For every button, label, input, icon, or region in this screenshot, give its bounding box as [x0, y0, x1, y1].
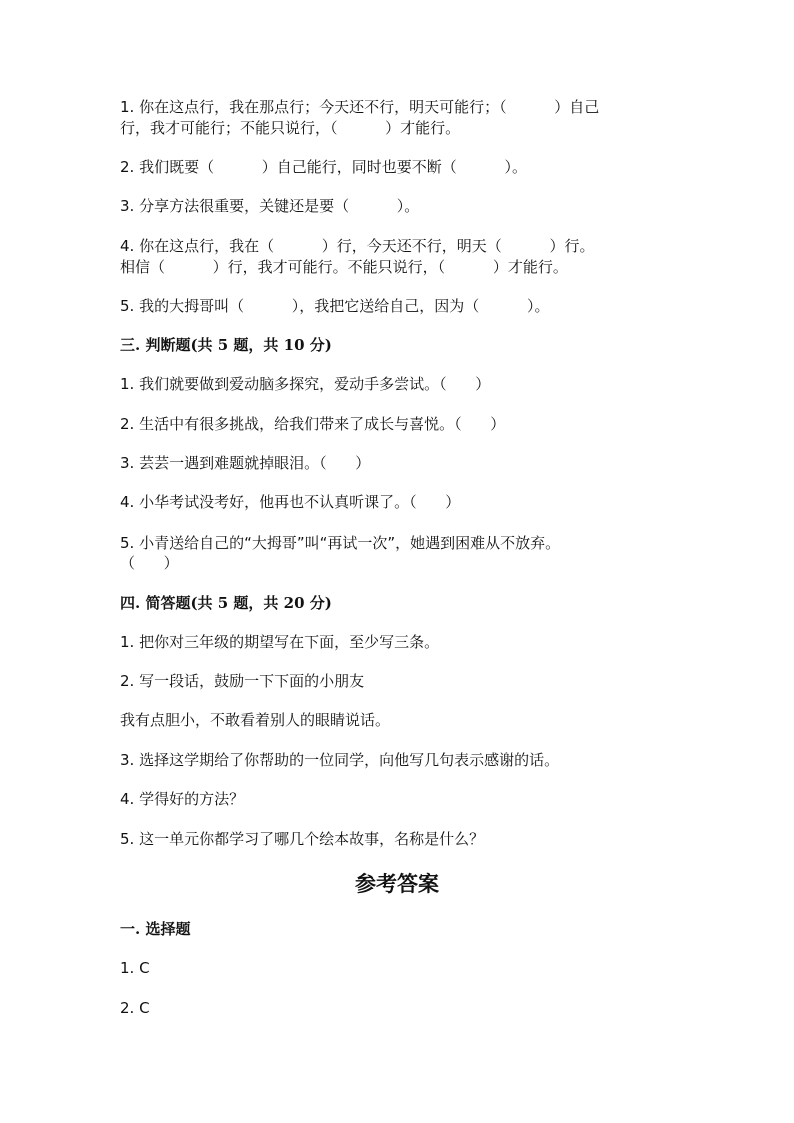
fill-question-2: 2. 我们既要（ ）自己能行，同时也要不断（ ）。 [120, 158, 527, 176]
section-heading-judgment: 三. 判断题(共 5 题，共 10 分) [120, 336, 332, 354]
answer-item-1: 1. C [120, 959, 150, 977]
answer-section-heading: 一. 选择题 [120, 920, 191, 938]
short-answer-prompt-text: 我有点胆小，不敢看着别人的眼睛说话。 [120, 711, 391, 729]
short-answer-question-1: 1. 把你对三年级的期望写在下面，至少写三条。 [120, 633, 440, 651]
judgment-question-3: 3. 芸芸一遇到难题就掉眼泪。（ ） [120, 454, 371, 472]
judgment-question-2: 2. 生活中有很多挑战，给我们带来了成长与喜悦。（ ） [120, 415, 506, 433]
fill-question-1-line-1: 1. 你在这点行，我在那点行；今天还不行，明天可能行；（ ）自己 [120, 98, 600, 116]
fill-question-5: 5. 我的大拇哥叫（ ），我把它送给自己，因为（ ）。 [120, 297, 550, 315]
short-answer-question-4: 4. 学得好的方法？ [120, 790, 245, 808]
answer-item-2: 2. C [120, 999, 150, 1017]
fill-question-4-line-1: 4. 你在这点行，我在（ ）行，今天还不行，明天（ ）行。 [120, 237, 595, 255]
judgment-question-4: 4. 小华考试没考好，他再也不认真听课了。（ ） [120, 493, 461, 511]
judgment-question-5-line-1: 5. 小青送给自己的“大拇哥”叫“再试一次”，她遇到困难从不放弃。 [120, 534, 561, 552]
answer-key-title: 参考答案 [355, 871, 439, 896]
short-answer-question-3: 3. 选择这学期给了你帮助的一位同学，向他写几句表示感谢的话。 [120, 751, 560, 769]
judgment-question-1: 1. 我们就要做到爱动脑多探究，爱动手多尝试。（ ） [120, 375, 491, 393]
fill-question-3: 3. 分享方法很重要，关键还是要（ ）。 [120, 197, 420, 215]
judgment-question-5-line-2: （ ） [120, 554, 179, 572]
fill-question-4-line-2: 相信（ ）行，我才可能行。不能只说行，（ ）才能行。 [120, 258, 568, 276]
fill-question-1-line-2: 行，我才可能行；不能只说行，（ ）才能行。 [120, 119, 461, 137]
short-answer-question-5: 5. 这一单元你都学习了哪几个绘本故事，名称是什么？ [120, 830, 485, 848]
section-heading-short-answer: 四. 简答题(共 5 题，共 20 分) [120, 594, 332, 612]
short-answer-question-2: 2. 写一段话，鼓励一下下面的小朋友 [120, 672, 365, 690]
